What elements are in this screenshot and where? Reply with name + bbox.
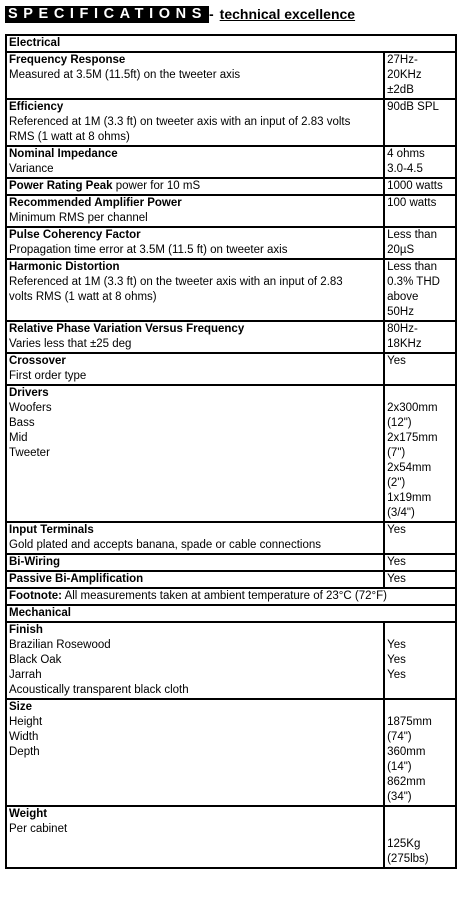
footnote-row <box>6 588 456 605</box>
spec-desc: Gold plated and accepts banana, spade or cable connections <box>9 539 321 551</box>
table-row <box>6 353 456 385</box>
section-mechanical: Mechanical <box>6 605 456 622</box>
spec-item: Per cabinet <box>9 823 68 835</box>
spec-label: Frequency Response <box>9 54 126 66</box>
label-cell <box>6 195 384 227</box>
value-cell <box>384 321 456 353</box>
spec-desc: Minimum RMS per channel <box>9 212 148 224</box>
value-cell <box>384 99 456 146</box>
spec-value: 1000 watts <box>387 180 443 192</box>
label-cell <box>6 259 384 321</box>
spec-value: Less than <box>387 229 437 241</box>
value-cell <box>384 522 456 554</box>
value-cell <box>384 178 456 195</box>
label-cell <box>6 178 384 195</box>
spec-desc: RMS (1 watt at 8 ohms) <box>9 131 130 143</box>
spec-value: (2") <box>387 477 406 489</box>
spec-value: Yes <box>387 556 406 568</box>
spec-value: (275lbs) <box>387 853 429 865</box>
spec-value: 27Hz- <box>387 54 418 66</box>
spec-value: Less than <box>387 261 437 273</box>
table-row <box>6 146 456 178</box>
technical-excellence-subtitle: technical excellence <box>219 6 356 22</box>
spec-label: Passive Bi-Amplification <box>9 573 144 585</box>
spec-value: Yes <box>387 639 406 651</box>
spec-item: Black Oak <box>9 654 62 666</box>
table-row <box>6 195 456 227</box>
table-row <box>6 622 456 699</box>
spec-value: 2x300mm <box>387 402 438 414</box>
value-cell <box>384 385 456 522</box>
value-cell <box>384 622 456 699</box>
spec-value: 20KHz <box>387 69 422 81</box>
spec-label: Drivers <box>9 387 49 399</box>
spec-value: 80Hz- <box>387 323 418 335</box>
value-cell <box>384 554 456 571</box>
value-cell <box>384 52 456 99</box>
spec-item: Width <box>9 731 39 743</box>
page-header <box>5 0 465 26</box>
spec-desc: power for 10 mS <box>112 180 201 192</box>
spec-label: Bi-Wiring <box>9 556 60 568</box>
spec-value: 1x19mm <box>387 492 432 504</box>
spec-value: (74") <box>387 731 412 743</box>
value-cell <box>384 195 456 227</box>
spec-value: (7") <box>387 447 406 459</box>
footnote-text: All measurements taken at ambient temperature of 23°C (72°F) <box>62 590 387 602</box>
specifications-title: SPECIFICATIONS <box>5 6 209 23</box>
spec-value: 50Hz <box>387 306 414 318</box>
label-cell <box>6 52 384 99</box>
spec-value: 100 watts <box>387 197 437 209</box>
spec-value: Yes <box>387 654 406 666</box>
spec-item: Height <box>9 716 43 728</box>
footnote-cell <box>6 588 456 605</box>
spec-value: 2x54mm <box>387 462 432 474</box>
label-cell <box>6 99 384 146</box>
spec-desc: volts RMS (1 watt at 8 ohms) <box>9 291 157 303</box>
spec-value: 2x175mm <box>387 432 438 444</box>
value-cell <box>384 806 456 868</box>
table-row <box>6 99 456 146</box>
label-cell <box>6 571 384 588</box>
spec-value: 18KHz <box>387 338 422 350</box>
value-cell <box>384 699 456 806</box>
value-cell <box>384 353 456 385</box>
label-cell <box>6 522 384 554</box>
label-cell <box>6 622 384 699</box>
spec-label: Relative Phase Variation Versus Frequency <box>9 323 245 335</box>
spec-value: 0.3% THD <box>387 276 440 288</box>
spec-label: Power Rating Peak <box>9 180 113 192</box>
spec-item: Acoustically transparent black cloth <box>9 684 189 696</box>
spec-item: Mid <box>9 432 28 444</box>
label-cell <box>6 146 384 178</box>
spec-label: Recommended Amplifier Power <box>9 197 182 209</box>
label-cell <box>6 554 384 571</box>
spec-value: above <box>387 291 419 303</box>
spec-desc: First order type <box>9 370 87 382</box>
section-row-electrical <box>6 35 456 52</box>
spec-label: Efficiency <box>9 101 64 113</box>
footnote-label: Footnote: <box>9 590 63 602</box>
spec-value: Yes <box>387 524 406 536</box>
table-row <box>6 554 456 571</box>
spec-value: Yes <box>387 669 406 681</box>
table-row <box>6 178 456 195</box>
spec-value: ±2dB <box>387 84 414 96</box>
table-row <box>6 699 456 806</box>
spec-value: (14") <box>387 761 412 773</box>
table-row <box>6 571 456 588</box>
table-row <box>6 522 456 554</box>
value-cell <box>384 259 456 321</box>
value-cell <box>384 571 456 588</box>
spec-item: Jarrah <box>9 669 42 681</box>
specifications-table <box>5 34 457 869</box>
spec-label: Finish <box>9 624 43 636</box>
section-row-mechanical <box>6 605 456 622</box>
section-electrical: Electrical <box>6 35 456 52</box>
spec-item: Brazilian Rosewood <box>9 639 111 651</box>
spec-value: 90dB SPL <box>387 101 439 113</box>
label-cell <box>6 227 384 259</box>
spec-value: 862mm <box>387 776 426 788</box>
spec-desc: Variance <box>9 163 54 175</box>
spec-item: Tweeter <box>9 447 50 459</box>
label-cell <box>6 385 384 522</box>
table-row <box>6 259 456 321</box>
value-cell <box>384 227 456 259</box>
header-dash: - <box>208 6 214 22</box>
spec-value: Yes <box>387 355 406 367</box>
spec-label: Weight <box>9 808 48 820</box>
spec-desc: Referenced at 1M (3.3 ft) on the tweeter axis with an input of 2.83 <box>9 276 343 288</box>
label-cell <box>6 806 384 868</box>
spec-label: Crossover <box>9 355 66 367</box>
label-cell <box>6 321 384 353</box>
spec-label: Pulse Coherency Factor <box>9 229 141 241</box>
spec-value: 1875mm <box>387 716 432 728</box>
spec-item: Woofers <box>9 402 52 414</box>
spec-label: Input Terminals <box>9 524 94 536</box>
spec-value: (34") <box>387 791 412 803</box>
spec-desc: Measured at 3.5M (11.5ft) on the tweeter axis <box>9 69 241 81</box>
spec-desc: Referenced at 1M (3.3 ft) on tweeter axis with an input of 2.83 volts <box>9 116 351 128</box>
spec-value: 125Kg <box>387 838 421 850</box>
spec-value: 360mm <box>387 746 426 758</box>
spec-label: Size <box>9 701 33 713</box>
table-row <box>6 806 456 868</box>
spec-value: Yes <box>387 573 406 585</box>
table-row <box>6 52 456 99</box>
spec-label: Nominal Impedance <box>9 148 118 160</box>
table-row <box>6 227 456 259</box>
table-row <box>6 321 456 353</box>
spec-value: (3/4") <box>387 507 415 519</box>
spec-value: 20µS <box>387 244 415 256</box>
label-cell <box>6 353 384 385</box>
label-cell <box>6 699 384 806</box>
spec-label: Harmonic Distortion <box>9 261 120 273</box>
spec-desc: Propagation time error at 3.5M (11.5 ft) on tweeter axis <box>9 244 288 256</box>
table-row <box>6 385 456 522</box>
spec-value: 3.0-4.5 <box>387 163 423 175</box>
value-cell <box>384 146 456 178</box>
spec-item: Depth <box>9 746 40 758</box>
spec-desc: Varies less that ±25 deg <box>9 338 132 350</box>
spec-value: (12") <box>387 417 412 429</box>
spec-item: Bass <box>9 417 35 429</box>
spec-value: 4 ohms <box>387 148 425 160</box>
